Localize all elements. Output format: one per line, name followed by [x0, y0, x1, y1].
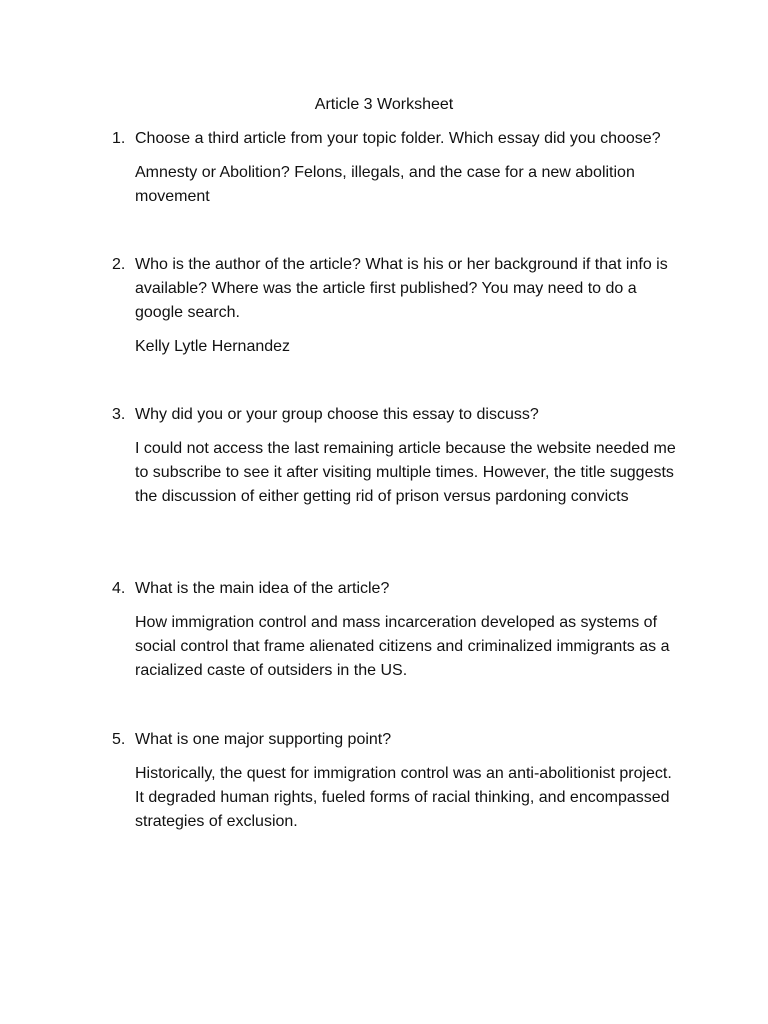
answer-text: Kelly Lytle Hernandez [135, 338, 291, 355]
question-number: 1. [112, 130, 126, 147]
answer-text: How immigration control and mass incarceration developed as systems of social control that frame alienated citizens and criminalized immigrants as a racialized caste of outsiders in the US. [135, 614, 670, 679]
question-item-5 [112, 728, 682, 834]
answer-text: Historically, the quest for immigration control was an anti-abolitionist project. It degraded human rights, fueled forms of racial thinking, and encompassed strategies of exclusion. [135, 765, 672, 830]
question-text: What is one major supporting point? [135, 731, 392, 748]
question-number: 4. [112, 580, 126, 597]
question-item-1 [112, 127, 682, 209]
question-item-2 [112, 253, 682, 359]
question-item-4 [112, 577, 682, 683]
question-number: 2. [112, 256, 126, 273]
answer-text: Amnesty or Abolition? Felons, illegals, and the case for a new abolition movement [135, 164, 635, 205]
question-text: Who is the author of the article? What is his or her background if that info is available? Where was the article first published? You may need to do a google search. [135, 256, 668, 321]
question-number: 3. [112, 406, 126, 423]
question-text: Why did you or your group choose this essay to discuss? [135, 406, 539, 423]
question-item-3 [112, 403, 682, 509]
question-text: What is the main idea of the article? [135, 580, 390, 597]
document-title: Article 3 Worksheet [314, 96, 454, 113]
question-number: 5. [112, 731, 126, 748]
question-text: Choose a third article from your topic folder. Which essay did you choose? [135, 130, 661, 147]
answer-text: I could not access the last remaining article because the website needed me to subscribe to see it after visiting multiple times. However, the title suggests the discussion of either getting rid of prison versus pardoning convicts [135, 440, 676, 505]
